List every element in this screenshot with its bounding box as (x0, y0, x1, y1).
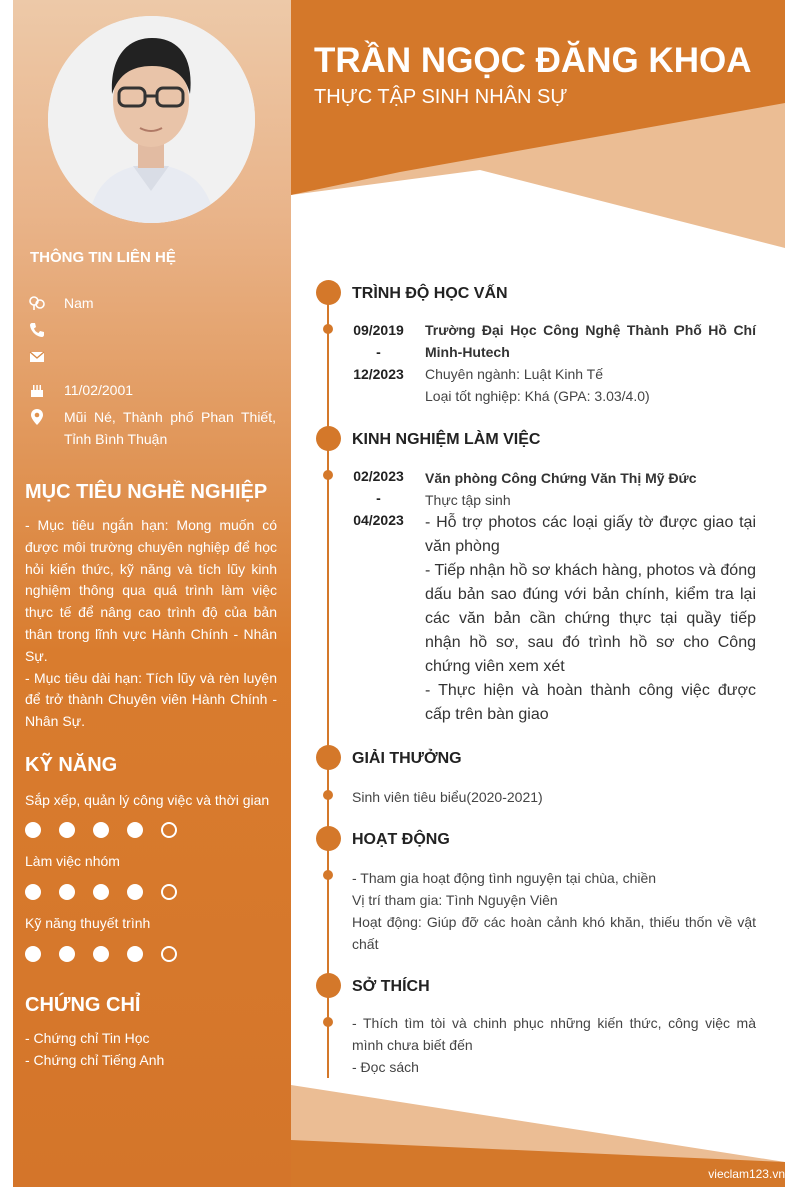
page-margin (0, 0, 13, 1187)
experience-body (425, 467, 756, 727)
major: Chuyên ngành: Luật Kinh Tế (425, 366, 603, 382)
entry-marker (323, 1017, 333, 1027)
birthday-value: 11/02/2001 (64, 382, 134, 398)
rating-dot-filled (59, 884, 75, 900)
entry-marker (323, 470, 333, 480)
education-title: TRÌNH ĐỘ HỌC VẤN (352, 285, 508, 302)
date-start: 02/2023 (353, 468, 404, 484)
timeline-line (327, 292, 329, 1078)
section-marker (316, 826, 341, 851)
activities-title: HOẠT ĐỘNG (352, 831, 450, 848)
education-dates (340, 319, 417, 385)
email-icon (28, 348, 46, 366)
rating-dot-empty (161, 946, 177, 962)
hobbies-body (352, 1012, 756, 1078)
award-text: Sinh viên tiêu biểu(2020-2021) (352, 789, 543, 805)
section-marker (316, 973, 341, 998)
experience-dates (340, 465, 417, 531)
activities-body (352, 867, 756, 955)
rating-dot-empty (161, 884, 177, 900)
date-separator: - (376, 490, 381, 506)
duty-item: - Hỗ trợ photos các loại giấy tờ được giao tại văn phòng (425, 514, 756, 555)
rating-dot-filled (25, 946, 41, 962)
rating-dot-filled (25, 822, 41, 838)
hobby-line: - Đọc sách (352, 1059, 419, 1075)
entry-marker (323, 324, 333, 334)
date-end: 12/2023 (353, 366, 404, 382)
hobbies-title: SỞ THÍCH (352, 978, 430, 995)
company-name: Văn phòng Công Chứng Văn Thị Mỹ Đức (425, 470, 697, 486)
rating-dot-filled (93, 884, 109, 900)
grade: Loại tốt nghiệp: Khá (GPA: 3.03/4.0) (425, 388, 650, 404)
certificates-title: CHỨNG CHỈ (25, 994, 141, 1016)
birthday-cake-icon (28, 381, 46, 399)
date-separator: - (376, 344, 381, 360)
rating-dot-filled (93, 946, 109, 962)
certificates-list (25, 1028, 277, 1072)
candidate-name: TRẦN NGỌC ĐĂNG KHOA (314, 41, 752, 80)
section-marker (316, 280, 341, 305)
duty-item: - Tiếp nhận hồ sơ khách hàng, photos và đóng dấu bản sao đúng với bản chính, kiểm tra lại các văn bản cần chứng thực tại quầy tiếp nhận hồ sơ, sau đó trình hồ sơ cho Công chứng viên xem xét (425, 562, 756, 675)
school-name: Trường Đại Học Công Nghệ Thành Phố Hồ Chí Minh-Hutech (425, 322, 756, 360)
skill-rating (25, 884, 185, 900)
gender-icon (28, 294, 46, 312)
profile-photo (48, 16, 255, 223)
contact-title: THÔNG TIN LIÊN HỆ (30, 249, 176, 266)
phone-icon (28, 321, 46, 339)
activity-line: Hoạt động: Giúp đỡ các hoàn cảnh khó khăn, thiếu thốn về vật chất (352, 914, 756, 952)
rating-dot-filled (93, 822, 109, 838)
gender-value: Nam (64, 295, 94, 311)
section-marker (316, 426, 341, 451)
location-pin-icon (28, 408, 46, 426)
rating-dot-filled (127, 946, 143, 962)
candidate-role: THỰC TẬP SINH NHÂN SỰ (314, 86, 568, 108)
objective-short: - Mục tiêu ngắn hạn: Mong muốn có được môi trường chuyên nghiệp để học hỏi kiến thức, kỹ năng và tích lũy kinh nghiệm thông qua quá trình làm việc thực tế để nâng cao trình độ của bản thân trong lĩnh vực Hành Chính - Nhân Sự. (25, 517, 277, 664)
activity-line: Vị trí tham gia: Tình Nguyện Viên (352, 892, 558, 908)
date-start: 09/2019 (353, 322, 404, 338)
rating-dot-empty (161, 822, 177, 838)
rating-dot-filled (59, 822, 75, 838)
entry-marker (323, 870, 333, 880)
watermark: vieclam123.vn (708, 1167, 785, 1181)
rating-dot-filled (127, 884, 143, 900)
skill-label: Làm việc nhóm (25, 853, 120, 869)
section-marker (316, 745, 341, 770)
education-body (425, 319, 756, 407)
awards-title: GIẢI THƯỞNG (352, 750, 462, 767)
skill-rating (25, 822, 185, 838)
skill-label: Kỹ năng thuyết trình (25, 915, 151, 931)
objective-long: - Mục tiêu dài hạn: Tích lũy và rèn luyện để trở thành Chuyên viên Hành Chính - Nhân Sự. (25, 669, 277, 730)
experience-title: KINH NGHIỆM LÀM VIỆC (352, 431, 541, 448)
position: Thực tập sinh (425, 492, 511, 508)
skills-title: KỸ NĂNG (25, 754, 118, 776)
date-end: 04/2023 (353, 512, 404, 528)
rating-dot-filled (127, 822, 143, 838)
hobby-line: - Thích tìm tòi và chinh phục những kiến thức, công việc mà mình chưa biết đến (352, 1015, 756, 1053)
duty-item: - Thực hiện và hoàn thành công việc được cấp trên bàn giao (425, 682, 756, 723)
certificate-item: - Chứng chỉ Tiếng Anh (25, 1051, 165, 1068)
certificate-item: - Chứng chỉ Tin Học (25, 1030, 150, 1046)
skill-rating (25, 946, 185, 962)
entry-marker (323, 790, 333, 800)
rating-dot-filled (25, 884, 41, 900)
objective-text (25, 515, 277, 733)
objective-title: MỤC TIÊU NGHỀ NGHIỆP (25, 481, 268, 503)
skill-label: Sắp xếp, quản lý công việc và thời gian (25, 792, 270, 808)
address-value: Mũi Né, Thành phố Phan Thiết, Tỉnh Bình Thuận (64, 409, 276, 447)
rating-dot-filled (59, 946, 75, 962)
activity-line: - Tham gia hoạt động tình nguyện tại chùa, chiền (352, 870, 657, 886)
